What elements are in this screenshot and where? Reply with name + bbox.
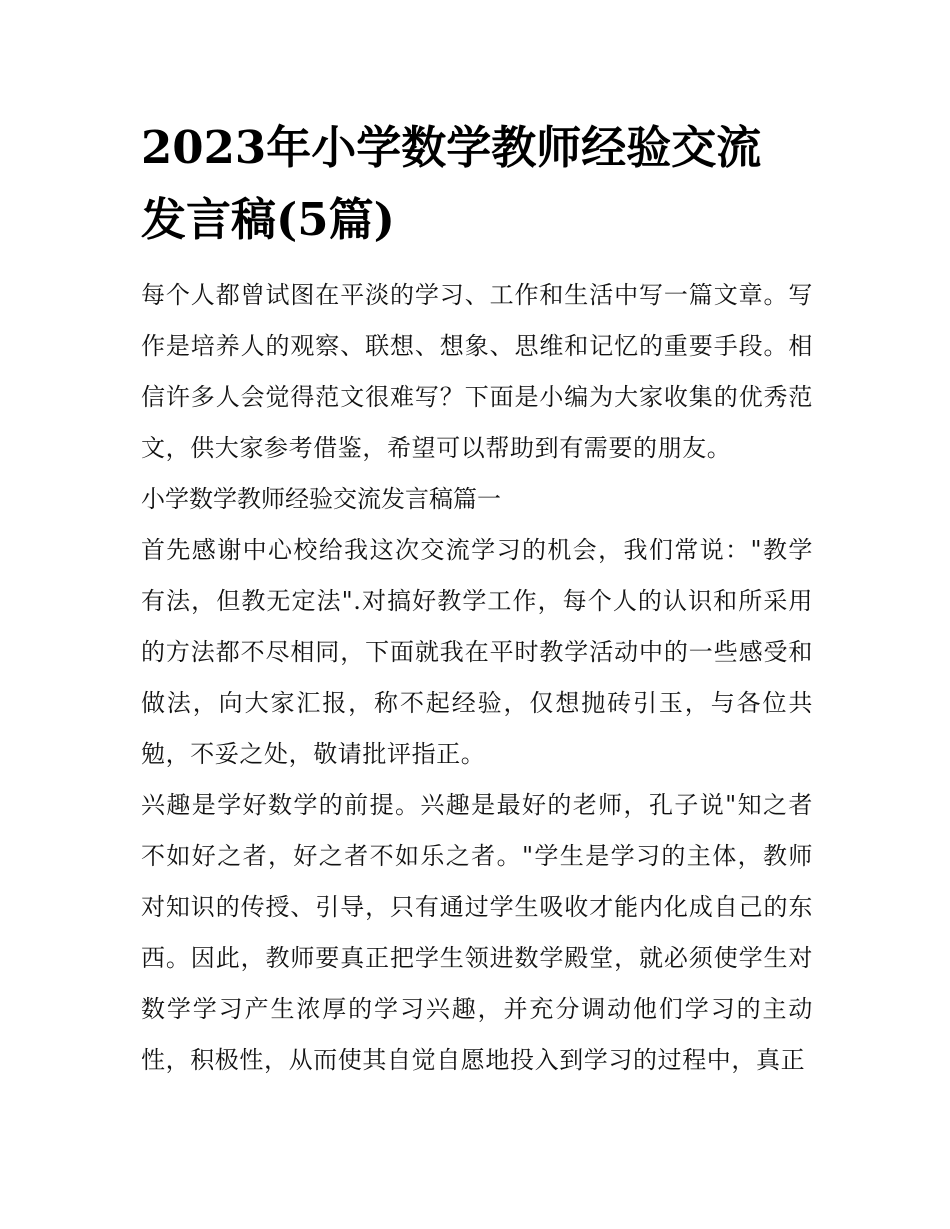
title-line-2: 发言稿(5篇) (141, 193, 395, 246)
body-paragraph-2: 兴趣是学好数学的前提。兴趣是最好的老师，孔子说"知之者不如好之者，好之者不如乐之者。"学生是学习的主体，教师对知识的传授、引导，只有通过学生吸收才能内化成自己的东西。因此，教师要真正把学生领进数学殿堂，就必须使学生对数学学习产生浓厚的学习兴趣，并充分调动他们学习的主动性，积极性，从而使其自觉自愿地投入到学习的过程中，真正 (141, 791, 813, 1074)
body-paragraph-1: 首先感谢中心校给我这次交流学习的机会，我们常说："教学有法，但教无定法".对搞好教学工作，每个人的认识和所采用的方法都不尽相同，下面就我在平时教学活动中的一些感受和做法，向大家汇报，称不起经验，仅想抛砖引玉，与各位共勉，不妥之处，敬请批评指正。 (141, 536, 813, 768)
section-heading: 小学数学教师经验交流发言稿篇一 (141, 485, 501, 513)
document-title (141, 112, 813, 256)
document-page (141, 112, 813, 1086)
intro-paragraph: 每个人都曾试图在平淡的学习、工作和生活中写一篇文章。写作是培养人的观察、联想、想象、思维和记忆的重要手段。相信许多人会觉得范文很难写？下面是小编为大家收集的优秀范文，供大家参考借鉴，希望可以帮助到有需要的朋友。 (141, 281, 813, 462)
title-line-1: 2023年小学数学教师经验交流 (141, 121, 762, 174)
